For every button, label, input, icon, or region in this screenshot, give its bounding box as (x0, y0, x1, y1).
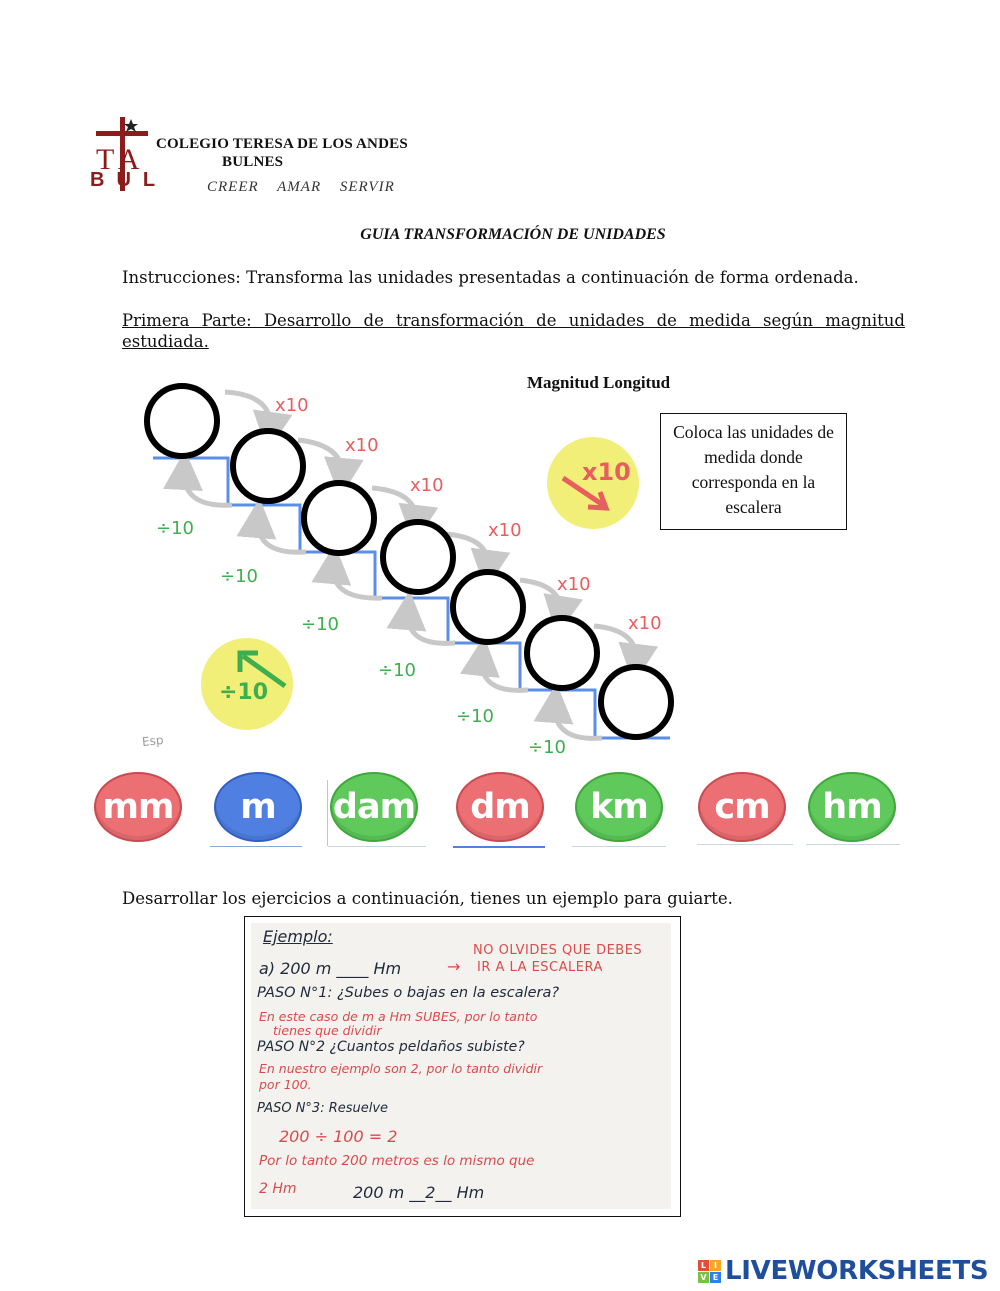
unit-chip-mm[interactable]: mm (94, 772, 182, 842)
example-step1: PASO N°1: ¿Subes o bajas en la escalera? (257, 985, 560, 1001)
multiply-label-3: x10 (410, 475, 444, 496)
exercises-intro: Desarrollar los ejercicios a continuación, tienes un ejemplo para guiarte. (122, 889, 733, 908)
divide-label-1: ÷10 (156, 518, 194, 539)
instructions-text: Instrucciones: Transforma las unidades presentadas a continuación de forma ordenada. (122, 268, 859, 287)
example-note-line2: IR A LA ESCALERA (477, 960, 603, 975)
divide-label-6: ÷10 (528, 737, 566, 758)
unit-chip-dam[interactable]: dam (330, 772, 418, 842)
multiply-label-2: x10 (345, 435, 379, 456)
multiply-label-1: x10 (275, 395, 309, 416)
example-line-a: a) 200 m ____ Hm (259, 959, 402, 978)
magnitude-label: Magnitud Longitud (527, 373, 671, 392)
page-title: GUIA TRANSFORMACIÓN DE UNIDADES (360, 226, 666, 243)
stair-slot-1 (147, 386, 217, 456)
unit-chip-cm[interactable]: cm (698, 772, 786, 842)
arrow-down-1 (225, 392, 270, 432)
arrow-up-1 (184, 470, 232, 505)
unit-chip-dm[interactable]: dm (456, 772, 544, 842)
stair-slot-4 (383, 522, 453, 592)
example-calc: 200 ÷ 100 = 2 (279, 1127, 398, 1146)
part1-heading: Primera Parte: Desarrollo de transformación de unidades de medida según magnitud estudiada. (122, 311, 905, 351)
example-step1-answer-line2: tienes que dividir (273, 1023, 382, 1038)
staircase-diagram (0, 370, 1000, 770)
chip-baseline (328, 846, 426, 847)
chip-baseline (210, 846, 302, 847)
example-heading: Ejemplo: (263, 927, 333, 946)
unit-chip-m[interactable]: m (214, 772, 302, 842)
liveworksheets-wordmark: LIVEWORKSHEETS (725, 1256, 989, 1286)
instruction-box: Coloca las unidades de medida donde corresponda en la escalera (660, 413, 847, 530)
divide-label-2: ÷10 (220, 566, 258, 587)
liveworksheets-brand[interactable] (698, 1256, 988, 1286)
example-step2-answer-line2: por 100. (259, 1077, 312, 1092)
example-step2: PASO N°2 ¿Cuantos peldaños subiste? (257, 1039, 525, 1055)
multiply-label-6: x10 (628, 613, 662, 634)
stair-slot-6 (527, 618, 597, 688)
school-name-line2: BULNES (222, 154, 284, 170)
chip-baseline (453, 846, 545, 848)
multiply-label-5: x10 (557, 574, 591, 595)
multiply-label-4: x10 (488, 520, 522, 541)
brand-icon-letter: I (710, 1260, 721, 1271)
stair-slot-7 (601, 667, 671, 737)
divide-label-3: ÷10 (301, 614, 339, 635)
logo-letters-bottom: BUL (90, 169, 168, 191)
liveworksheets-logo-icon (698, 1260, 721, 1283)
divide-label-5: ÷10 (456, 706, 494, 727)
faint-note: Esp (141, 732, 165, 750)
stair-slot-5 (453, 572, 523, 642)
arrow-down-5 (520, 580, 561, 616)
legend-divide-label: ÷10 (219, 680, 269, 705)
stair-slot-3 (304, 483, 374, 553)
school-logo (90, 115, 168, 195)
brand-icon-letter: V (698, 1272, 709, 1283)
example-conclusion-left: 2 Hm (259, 1181, 297, 1197)
example-step3: PASO N°3: Resuelve (257, 1101, 389, 1116)
school-motto: CREER AMAR SERVIR (207, 179, 395, 195)
divide-label-4: ÷10 (378, 660, 416, 681)
example-conclusion: Por lo tanto 200 metros es lo mismo que (259, 1153, 535, 1169)
example-step2-answer-line1: En nuestro ejemplo son 2, por lo tanto dividir (259, 1061, 543, 1076)
school-name-line1: COLEGIO TERESA DE LOS ANDES (156, 136, 408, 152)
unit-chip-hm[interactable]: hm (808, 772, 896, 842)
chip-divider (327, 780, 328, 846)
stair-slot-2 (233, 431, 303, 501)
example-handwritten-sheet (251, 923, 671, 1209)
brand-icon-letter: L (698, 1260, 709, 1271)
example-image-frame (244, 916, 681, 1217)
legend-multiply-label: x10 (582, 458, 631, 486)
example-note-line1: NO OLVIDES QUE DEBES (473, 943, 643, 958)
example-arrow-icon: → (447, 957, 461, 976)
example-final: 200 m __2__ Hm (353, 1183, 485, 1202)
example-step1-answer-line1: En este caso de m a Hm SUBES, por lo tanto (259, 1009, 538, 1024)
logo-letters-top: TA (96, 143, 146, 176)
chip-baseline (697, 844, 793, 845)
unit-chip-km[interactable]: km (575, 772, 663, 842)
chip-baseline (572, 846, 666, 847)
chip-baseline (806, 844, 900, 845)
brand-icon-letter: E (710, 1272, 721, 1283)
